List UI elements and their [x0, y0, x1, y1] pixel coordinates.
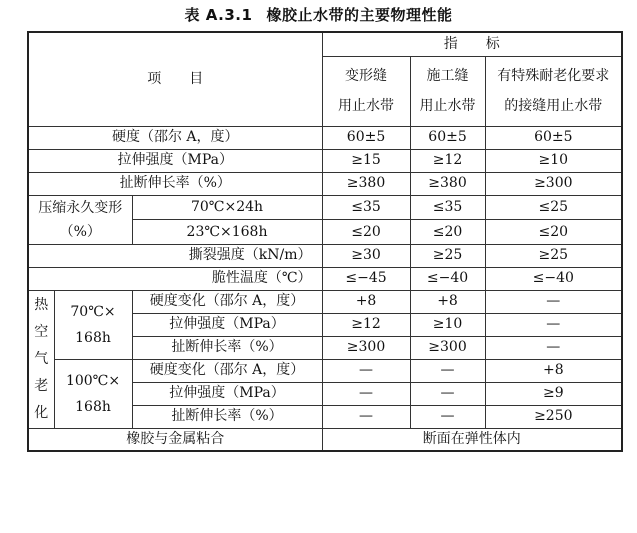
- row-label-compression: 压缩永久变形 （%）: [28, 195, 132, 244]
- cell-value: 60±5: [485, 126, 622, 149]
- cell-value: +8: [322, 290, 410, 313]
- table-number: 表 A.3.1: [184, 6, 253, 24]
- cell-value: —: [410, 359, 485, 382]
- condition-label: 23℃×168h: [132, 220, 322, 245]
- cell-value: —: [485, 336, 622, 359]
- cell-value: ≤35: [322, 195, 410, 220]
- cell-value: ≥30: [322, 244, 410, 267]
- cell-value: ≤25: [485, 195, 622, 220]
- table-row: [28, 149, 622, 172]
- table-row: [28, 195, 622, 220]
- cell-value: —: [485, 290, 622, 313]
- row-label: 扯断伸长率（%）: [132, 336, 322, 359]
- header-col-deformation: 变形缝 用止水带: [322, 56, 410, 126]
- cell-value: ≥12: [410, 149, 485, 172]
- table-row: [28, 428, 622, 451]
- table-row: [28, 244, 622, 267]
- row-label: 拉伸强度（MPa）: [28, 149, 322, 172]
- table-row: [28, 126, 622, 149]
- cell-value: —: [322, 382, 410, 405]
- header-col-construction: 施工缝 用止水带: [410, 56, 485, 126]
- table-row: [28, 172, 622, 195]
- cell-value: ≥380: [322, 172, 410, 195]
- cell-value: 60±5: [410, 126, 485, 149]
- row-label: 拉伸强度（MPa）: [132, 313, 322, 336]
- cell-value: 断面在弹性体内: [322, 428, 622, 451]
- row-label-heat-aging: 热 空 气 老 化: [28, 290, 54, 428]
- cell-value: ≥300: [485, 172, 622, 195]
- cell-value: ≤20: [485, 220, 622, 245]
- cell-value: ≤20: [322, 220, 410, 245]
- row-label: 硬度变化（邵尔 A，度）: [132, 290, 322, 313]
- cell-value: 60±5: [322, 126, 410, 149]
- cell-value: ≥300: [410, 336, 485, 359]
- cell-value: ≥250: [485, 405, 622, 428]
- cell-value: ≥10: [485, 149, 622, 172]
- condition-label: 70℃×24h: [132, 195, 322, 220]
- condition-label: 70℃× 168h: [54, 290, 132, 359]
- cell-value: —: [322, 359, 410, 382]
- cell-value: —: [410, 405, 485, 428]
- condition-label: 100℃× 168h: [54, 359, 132, 428]
- table-title: [0, 4, 637, 25]
- row-label: 撕裂强度（kN/m）: [28, 244, 322, 267]
- cell-value: ≥25: [485, 244, 622, 267]
- cell-value: ≤20: [410, 220, 485, 245]
- header-indicator: 指 标: [322, 32, 622, 56]
- row-label: 脆性温度（℃）: [28, 267, 322, 290]
- row-label: 扯断伸长率（%）: [28, 172, 322, 195]
- properties-table: [27, 31, 623, 452]
- header-item: 项 目: [28, 32, 322, 126]
- table-row: [28, 290, 622, 313]
- cell-value: ≥12: [322, 313, 410, 336]
- cell-value: ≥25: [410, 244, 485, 267]
- cell-value: —: [322, 405, 410, 428]
- cell-value: ≤35: [410, 195, 485, 220]
- row-label: 拉伸强度（MPa）: [132, 382, 322, 405]
- header-col-special: 有特殊耐老化要求 的接缝用止水带: [485, 56, 622, 126]
- cell-value: ≥9: [485, 382, 622, 405]
- cell-value: —: [485, 313, 622, 336]
- cell-value: ≤−40: [410, 267, 485, 290]
- table-row: [28, 359, 622, 382]
- row-label: 硬度变化（邵尔 A，度）: [132, 359, 322, 382]
- row-label: 硬度（邵尔 A，度）: [28, 126, 322, 149]
- cell-value: ≤−40: [485, 267, 622, 290]
- cell-value: —: [410, 382, 485, 405]
- cell-value: ≥380: [410, 172, 485, 195]
- row-label: 扯断伸长率（%）: [132, 405, 322, 428]
- cell-value: ≤−45: [322, 267, 410, 290]
- cell-value: ≥15: [322, 149, 410, 172]
- cell-value: +8: [485, 359, 622, 382]
- cell-value: ≥10: [410, 313, 485, 336]
- table-caption: 橡胶止水带的主要物理性能: [266, 6, 453, 24]
- row-label: 橡胶与金属粘合: [28, 428, 322, 451]
- table-row: [28, 267, 622, 290]
- cell-value: ≥300: [322, 336, 410, 359]
- cell-value: +8: [410, 290, 485, 313]
